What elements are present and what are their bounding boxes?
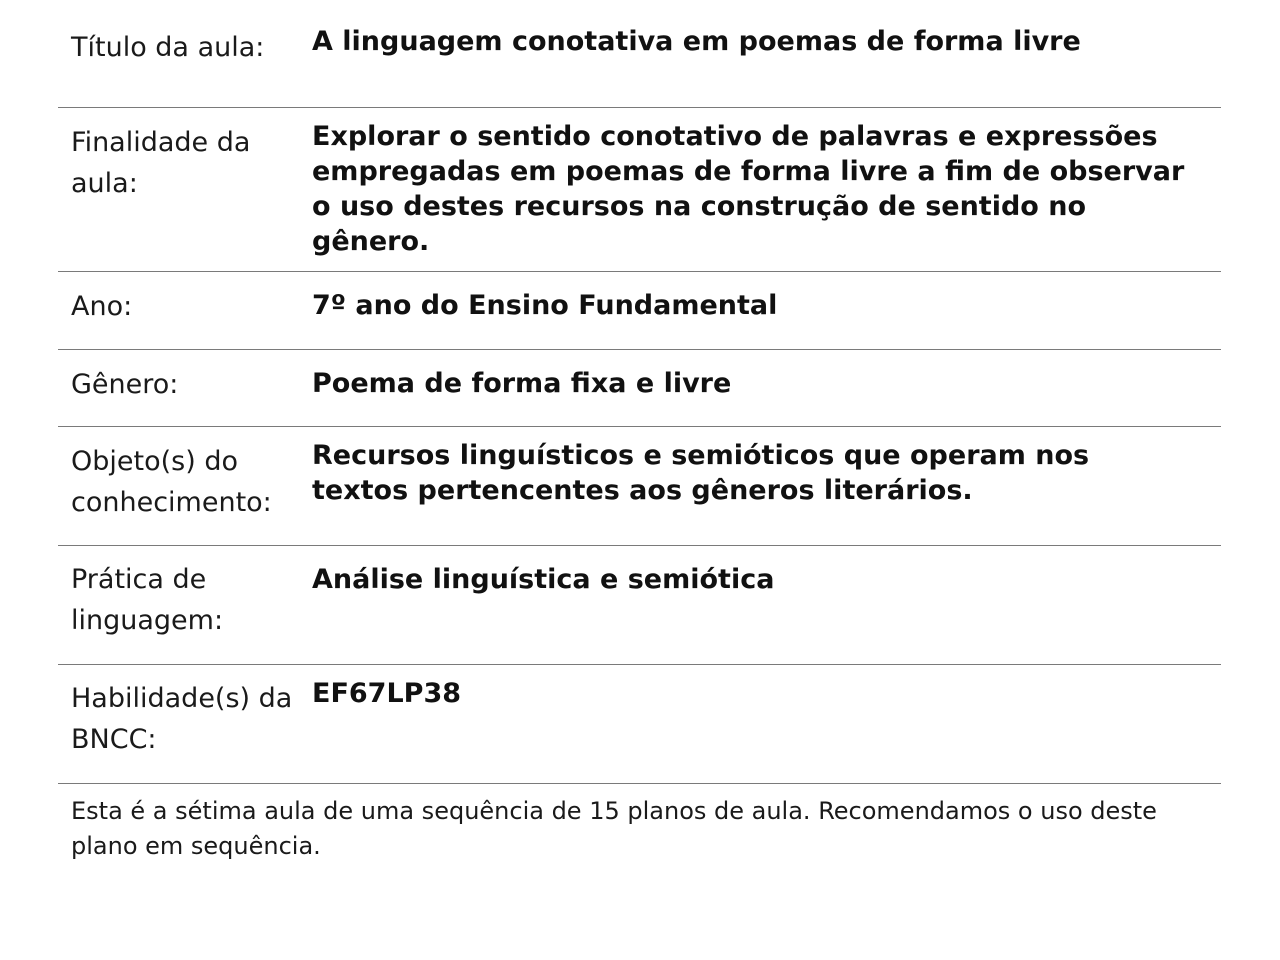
row-value: Recursos linguísticos e semióticos que operam nos textos pertencentes aos gêneros literários. <box>312 440 1090 506</box>
row-language-practice <box>58 546 1221 665</box>
row-value: Análise linguística e semiótica <box>312 564 775 595</box>
row-label: Objeto(s) do conhecimento: <box>71 446 272 518</box>
row-label: Ano: <box>71 291 133 322</box>
row-label: Prática de linguagem: <box>71 564 224 636</box>
row-genre <box>58 350 1221 427</box>
row-value: 7º ano do Ensino Fundamental <box>312 290 778 321</box>
row-label: Habilidade(s) da BNCC: <box>71 683 293 755</box>
row-label: Gênero: <box>71 369 179 400</box>
row-label: Título da aula: <box>71 32 265 63</box>
row-knowledge-objects <box>58 427 1221 546</box>
row-school-year <box>58 272 1221 350</box>
row-label: Finalidade da aula: <box>71 127 251 199</box>
row-value: Poema de forma fixa e livre <box>312 368 732 399</box>
row-value: A linguagem conotativa em poemas de forma livre <box>312 26 1081 57</box>
row-value: EF67LP38 <box>312 678 462 709</box>
row-lesson-title <box>58 0 1221 108</box>
sequence-note: Esta é a sétima aula de uma sequência de 15 planos de aula. Recomendamos o uso deste plano em sequência. <box>71 797 1157 860</box>
row-bncc-skills <box>58 665 1221 784</box>
row-lesson-purpose <box>58 108 1221 272</box>
row-value: Explorar o sentido conotativo de palavras e expressões empregadas em poemas de forma livre a fim de observar o uso destes recursos na construção de sentido no gênero. <box>312 121 1185 257</box>
